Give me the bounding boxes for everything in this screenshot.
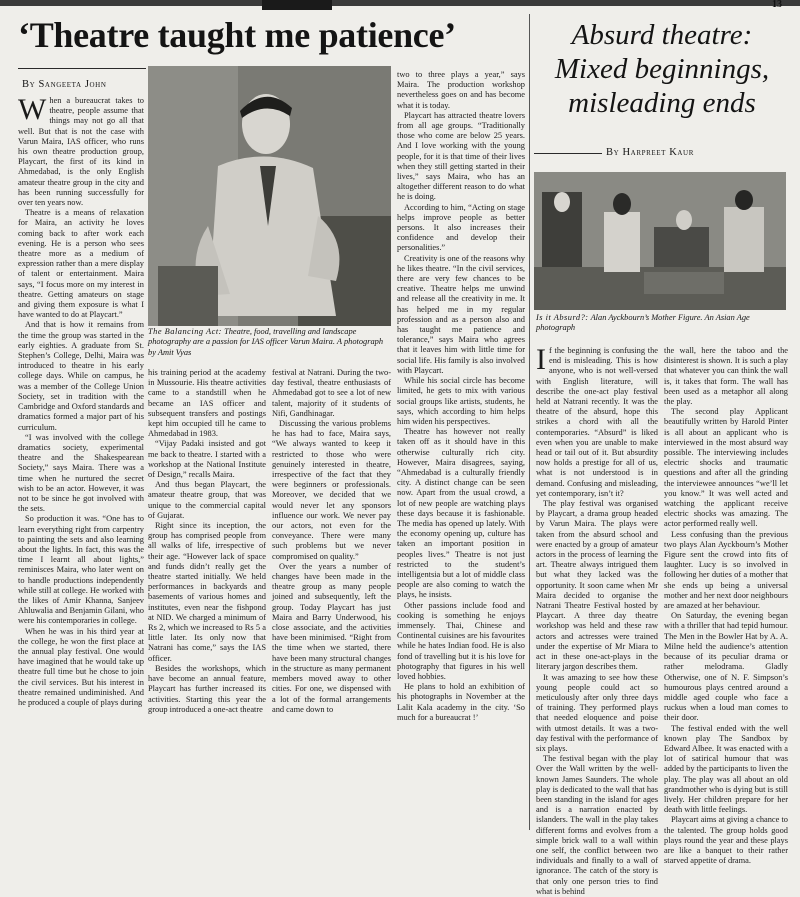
paragraph: Other passions include food and cooking is something he enjoys immensely. Thai, Chinese and Continental cuisines are his favourites while he hates Indian food. He is also fond of travelling but it is his love for photography that figures in his well loved hobbies. bbox=[397, 600, 525, 681]
paragraph: Discussing the various problems he has had to face, Maira says, “We always wanted to keep it restricted to those who were genuinely interested in theatre, irrespective of the fact that they were beginners or professionals. Moreover, we decided that we would never let any sponsors influence our work. We never pay our actors, not even for the conveyance. There were many such problems but we never compromised on quality.” bbox=[272, 419, 391, 561]
paragraph: The second play Applicant beautifully written by Harold Pinter is all about an applicant who is interviewed in the most absurd way possible. The interviewing includes electric shocks and traumatic questions and after all the grinding the interviewee announces “we’ll let you know.” It was well acted and watching the applicant receive electric shocks was amazing. The actor performed really well. bbox=[664, 407, 788, 529]
article1-column-3 bbox=[272, 368, 391, 830]
article1-column-2 bbox=[148, 368, 266, 830]
paragraph: festival at Natrani. During the two-day festival, theatre enthusiasts of Ahmedabad got to see a lot of new talent, majority of it students of Nifi, Gandhinagar. bbox=[272, 368, 391, 418]
masthead-block bbox=[262, 0, 332, 10]
paragraph: While his social circle has become limited, he gets to mix with various social groups like artists, students, he says, which according to him helps him widen his perspectives. bbox=[397, 376, 525, 426]
photo-portrait-graphic bbox=[148, 66, 391, 326]
paragraph: Less confusing than the previous two plays Alan Ayckbourn’s Mother Figure sent the crowd into fits of laughter. Lucy is so involved in following her duties of a mother that she ends up being a universal mother and her next door neighbours are amazed at her behaviour. bbox=[664, 529, 788, 611]
paragraph: The festival ended with the well known play The Sandbox by Edward Albee. It was enacted with a lot of satirical humour that was added by the participants to liven the play. The play was all about an old grandmother who is dying but is still lively. Her children prepare for her death with little feelings. bbox=[664, 723, 788, 815]
headline-line-3: misleading ends bbox=[568, 87, 756, 119]
article1-photo-caption bbox=[148, 327, 391, 358]
masthead-bar bbox=[0, 0, 800, 6]
photo-stage-graphic bbox=[534, 172, 786, 310]
paragraph: The festival began with the play Over the Wall written by the well-known James Saunders. The whole play is dedicated to the wall that has been standing in the island for ages and is a narration enacted by islanders. The wall in the play takes different forms and evolves from a simple brick wall to a wall within one self, the conflict between two individuals and finally to a wall of ignorance. The catch of the story is that only one person tries to find what is behind bbox=[536, 754, 658, 896]
caption-text: Theatre, food, travelling and landscape photography are a passion for IAS officer Varun Maira. A photograph by Amit Vyas bbox=[148, 327, 384, 357]
paragraph: Theatre is a means of relaxation for Maira, an activity he loves coming back to after work each evening. He is a person who sees theatre more as a medium of expression rather than a mere display of talent or entertainment. Maira says, “I focus more on my interest in theatre. Getting amateurs on stage and giving them exposure is what I have wanted to do at Playcart.” bbox=[18, 208, 144, 320]
paragraph: Playcart aims at giving a chance to the talented. The group holds good plays round the year and these plays are like a banquet to their rather starved appetite of drama. bbox=[664, 815, 788, 866]
paragraph: The play festival was organised by Playcart, a drama group headed by Varun Maira. The plays were taken from the absurd school and were enacted by a group of amateur actors in the process of learning the art. Theatre always intrigued them but what they lacked was the opportunity. It soon came when Mr Maira decided to organise the Natrani Theatre Festival hosted by Playcart. A three day theatre workshop was held and these raw actors and actresses were trained under the expertise of Mr Miara to act in these one-act-plays in the literary jargon describes them. bbox=[536, 499, 658, 672]
paragraph: It was amazing to see how these young people could act so meticulously after only three days of training. They performed plays that needed eloquence and poise with utmost details. It was a two-day festival with the performance of six plays. bbox=[536, 672, 658, 753]
column-divider bbox=[529, 14, 530, 830]
paragraph: Over the years a number of changes have been made in the theatre group as many people joined and subsequently, left the group. Today Playcart has just Maira and Barry Underwood, his close associate, and the activities have been minimised. “Right from the time when we started, there have been many structural changes in the structure as many permanent members moved away to other cities. For one, we dispensed with a lot of the formal arrangements and came down to bbox=[272, 561, 391, 714]
page-number: 13 bbox=[772, 0, 782, 10]
paragraph: He plans to hold an exhibition of his photographs in November at the Lalit Kala academy in the city. ‘So much for a bureaucrat !’ bbox=[397, 682, 525, 722]
paragraph: And thus began Playcart, the amateur theatre group, that was unique to the commercial capital of Gujarat. bbox=[148, 480, 266, 520]
article2-photo bbox=[534, 172, 786, 310]
paragraph: “I was involved with the college dramatics society, experimental theatre and the Shakespearean Society,” says Maira. There was a time when he nurtured the secret wish to be an actor. However, it was not to be since he got involved with the sets. bbox=[18, 432, 144, 514]
paragraph: two to three plays a year,” says Maira. The production workshop nevertheless goes on and has become what it is today. bbox=[397, 70, 525, 110]
article2-column-2 bbox=[664, 346, 788, 866]
headline-line-1: Absurd theatre: bbox=[571, 19, 753, 51]
caption-lead: Is it Absurd?: bbox=[536, 313, 589, 322]
dropcap-w: W bbox=[18, 93, 47, 126]
paragraph: Creativity is one of the reasons why he likes theatre. “In the civil services, there are very few chances to be creative. Theatre helps me unwind and release all the creativity in me. It has helped me in my regular profession and as a person also and has taught me patience and tolerance,” says Maira who agrees that it leaves him with little time for social life. His family is also involved with Playcart. bbox=[397, 253, 525, 375]
article1-rule bbox=[18, 68, 146, 69]
paragraph: And that is how it remains from the time the group was started in the early eighties. A graduate from St. Stephen’s College, Delhi, Maira was introduced to theatre in his early college days. While on campus, he was a member of the College Union Society, set in tradition with the Cambridge and Oxford standards and dramatics formed a major part of his curriculum. bbox=[18, 320, 144, 432]
paragraph: the wall, here the taboo and the disinterest is shown. It is such a play that whatever you can think the wall is, it takes that form. The wall has been used as a metaphor all along the play. bbox=[664, 346, 788, 407]
paragraph: When he was in his third year at the college, he won the first place at the annual play festival. One would have imagined that he would take up theatre full time but he chose to join the civil services. But his interest in theatre remained undiminished. And he produced a couple of plays during bbox=[18, 626, 144, 707]
article1-column-4 bbox=[397, 70, 525, 812]
caption-lead: The Balancing Act: bbox=[148, 327, 222, 336]
article1-byline: By Sangeeta John bbox=[22, 79, 107, 90]
paragraph: “Vijay Padaki insisted and got me back to theatre. I started with a workshop at the National Institute of Design,” recalls Maira. bbox=[148, 439, 266, 480]
paragraph: f the beginning is confusing the end is misleading. This is how anyone, who is not well-versed with English literature, will describe the one-act play festival held at Natrani recently. It was the theatre of the absurd, hope this strikes a chord with all the contemporaries. “Absurd” is liked even when you are unable to make head or tail out of it. But absurdity now holds a prestige for all of us, what is not understood is in demand. Confusing and misleading, yet contemporary, isn’t it? bbox=[536, 346, 658, 498]
article2-byline: By Harpreet Kaur bbox=[606, 147, 694, 158]
article2-headline bbox=[534, 18, 790, 120]
article2-photo-caption bbox=[536, 313, 786, 334]
paragraph: Theatre has however not really taken off as it should have in this otherwise culturally rich city. However, Maira disagrees, saying, “Ahmedabad is a culturally friendly city. A distinct change can be seen now. Apart from the usual crowd, a lot of new people are watching plays these days because it is fashionable. The media has opened up lately. With the economy opening up, culture has taken an important position in peoples lives.” Theatre is not just restricted to the student’s intelligentsia but a lot of middle class people are also coming to watch the plays, he insists. bbox=[397, 427, 525, 600]
paragraph: On Saturday, the evening began with a thriller that had tepid humour. The Men in the Bowler Hat by A. A. Milne held the audience’s attention because of its peculiar drama or rather melodrama. Gladly Otherwise, one of N. F. Simpson’s humourous plays centred around a middle aged couple who face a ruckus when a loud man comes to their door. bbox=[664, 611, 788, 723]
paragraph: Right since its inception, the group has comprised people from all walks of life, irrespective of their age. “However lack of space and funds didn’t really get the theatre started initially. We held performances in backyards and basements of various homes and institutes, even near the fishpond at NID. We charged a minimum of Rs 2, which we increased to Rs 5 a little later. Its only now that Natrani has come,” says the IAS officer. bbox=[148, 521, 266, 663]
caption-text: Alan Ayckbourn’s Mother Figure. An Asian Age photograph bbox=[536, 313, 750, 333]
article2-rule bbox=[534, 153, 602, 154]
paragraph: Besides the workshops, which have become an annual feature, Playcart has further increased its activities. Starting this year the group introduced a one-act theatre bbox=[148, 663, 266, 714]
paragraph: So production it was. “One has to learn everything right from carpentry to painting the sets and also learning about the lights. In fact, this was the time I learnt all about lights,” reminisces Maira, who later went on to handle productions independently while still at college. He worked with the likes of Amir Khanna, Sanjeev Ahluwalia and Benjamin Gilani, who were his contemporaries in college. bbox=[18, 514, 144, 626]
article1-headline: ‘Theatre taught me patience’ bbox=[18, 15, 456, 55]
paragraph: According to him, “Acting on stage helps improve people as better persons. It also increases their confidence and develop their personalities.” bbox=[397, 202, 525, 253]
paragraph: his training period at the academy in Mussourie. His theatre activities came to a standstill when he became an IAS officer and subsequent transfers and postings kept him occupied till he came to Ahmedabad in 1983. bbox=[148, 368, 266, 439]
article1-column-1 bbox=[18, 93, 144, 830]
dropcap-i: I bbox=[536, 343, 546, 376]
paragraph: hen a bureaucrat takes to theatre, people assume that things may not go all that well. But that is not the case with Varun Maira, IAS officer, who runs his own theatre production group, Playcart, the first of its kind in Ahmedabad, is the only English amateur theatre group in the city and has been running successfully for over ten years now. bbox=[18, 96, 144, 208]
paragraph: Playcart has attracted theatre lovers from all age groups. “Traditionally those who come are below 25 years. And I love working with the young people, for it is that time of their lives when they still getting started in their lives,” says Maira, who has an altogether different reason to do what he is doing. bbox=[397, 110, 525, 202]
headline-line-2: Mixed beginnings, bbox=[554, 53, 770, 85]
article2-column-1 bbox=[536, 343, 658, 896]
article1-photo bbox=[148, 66, 391, 326]
